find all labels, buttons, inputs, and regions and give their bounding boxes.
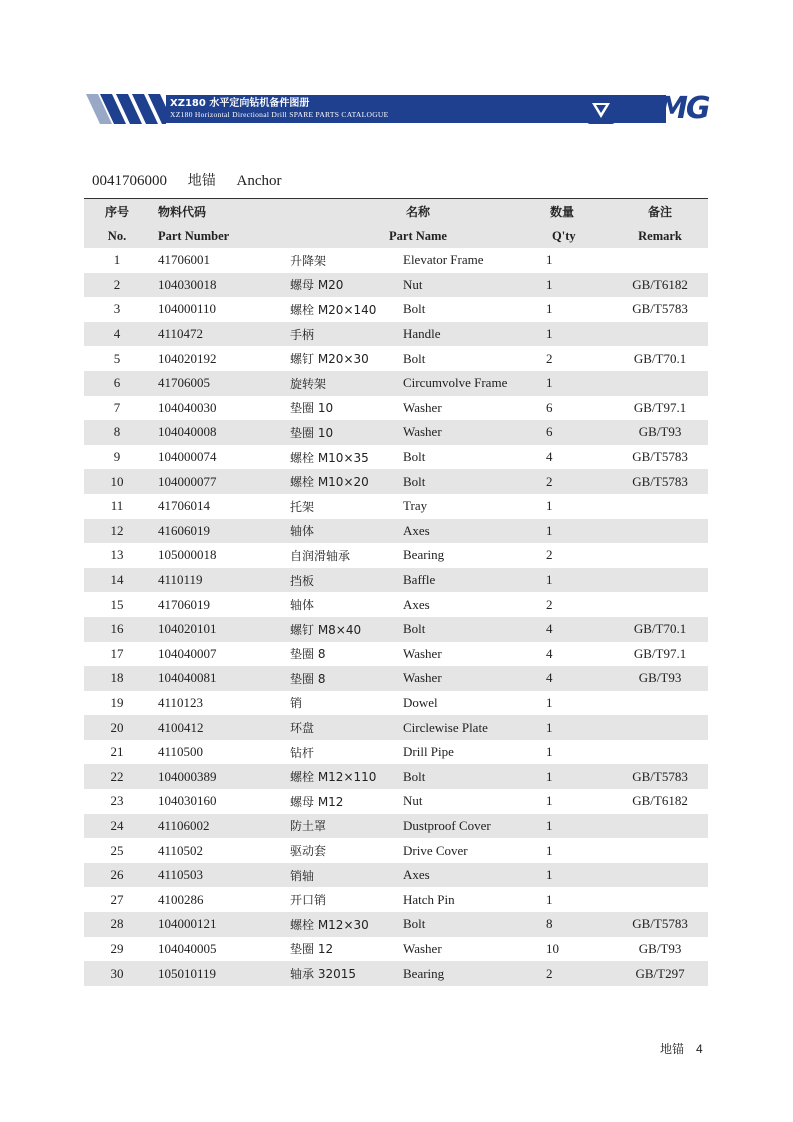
cell-part-name-cn: 螺栓 M12×110 [290,764,403,789]
header-part-name-en: Part Name [290,224,546,248]
cell-remark [612,494,708,519]
cell-part-number: 4110502 [158,842,204,858]
table-row [84,887,708,912]
table-row [84,297,708,322]
cell-part-name-en: Bolt [403,469,546,494]
cell-spacer [150,764,158,789]
cell-part-name-cn: 自润滑轴承 [290,548,351,563]
cell-part-number: 104000121 [158,912,290,937]
cell-remark: GB/T6182 [612,273,708,298]
cell-spacer [150,273,158,298]
header-row-en [84,224,708,248]
cell-part-number: 41106002 [158,814,290,839]
cell-part-number: 4110123 [158,694,204,710]
cell-remark [612,371,708,396]
cell-part-name-en: Washer [403,645,442,661]
cell-part-name-en: Washer [403,399,442,415]
header-part-name-cn: 名称 [290,199,546,224]
cell-part-name-en: Bearing [403,961,546,986]
cell-qty: 6 [546,420,612,445]
cell-part-number: 105000018 [158,547,217,563]
cell-spacer [150,617,158,642]
cell-spacer [150,642,158,667]
cell-qty: 1 [546,694,553,710]
footer-section-name: 地锚 [660,1042,685,1056]
cell-part-name-cn: 销轴 [290,863,403,888]
table-row [84,789,708,814]
catalogue-title-cn: XZ180 水平定向钻机备件图册 [170,98,310,109]
table-row [84,494,708,519]
cell-qty: 4 [546,449,553,465]
cell-qty: 1 [546,814,612,839]
cell-part-name-cn: 垫圈 8 [290,666,403,691]
cell-part-name-cn: 螺钉 M8×40 [290,617,403,642]
cell-qty: 1 [546,252,553,268]
cell-qty: 10 [546,940,560,956]
cell-spacer [150,543,158,568]
cell-spacer [150,568,158,593]
header-qty-cn: 数量 [546,199,612,224]
cell-part-name-cn: 挡板 [290,568,403,593]
cell-part-name-en: Washer [403,420,546,445]
cell-no: 12 [84,519,150,544]
cell-qty: 1 [546,371,612,396]
cell-part-name-cn: 销 [290,696,303,711]
cell-qty: 2 [546,596,553,612]
cell-part-name-en: Washer [403,666,546,691]
cell-part-name-cn: 轴体 [290,598,315,613]
header-banner [86,94,580,124]
cell-spacer [150,396,158,421]
cell-no: 2 [84,273,150,298]
cell-remark: GB/T97.1 [633,645,687,661]
cell-no: 21 [110,744,124,760]
cell-no: 1 [113,252,121,268]
table-row [84,371,708,396]
cell-part-number: 104020101 [158,617,290,642]
logo-text: XCMG [618,91,709,126]
cell-remark [612,838,708,863]
header-remark-cn: 备注 [612,199,708,224]
cell-remark: GB/T93 [612,666,708,691]
cell-part-name-en: Bolt [403,617,546,642]
cell-remark [612,715,708,740]
cell-part-number: 104030018 [158,273,290,298]
cell-part-number: 104040007 [158,645,217,661]
table-row [84,519,708,544]
cell-no: 29 [110,940,124,956]
cell-no: 25 [110,842,124,858]
cell-part-number: 104040081 [158,666,290,691]
cell-spacer [150,592,158,617]
table-row [84,642,708,667]
cell-part-name-en: Bolt [403,449,426,465]
cell-part-number: 41706001 [158,252,210,268]
cell-part-name-en: Washer [403,940,442,956]
cell-part-name-en: Tray [403,498,428,514]
header-row-cn [84,199,708,224]
cell-no: 16 [84,617,150,642]
cell-spacer [150,912,158,937]
table-row [84,715,708,740]
cell-no: 3 [113,301,121,317]
cell-part-name-en: Drive Cover [403,842,468,858]
section-name-en: Anchor [236,173,282,189]
cell-qty: 6 [546,399,553,415]
cell-remark: GB/T93 [612,420,708,445]
cell-spacer [150,322,158,347]
cell-remark: GB/T97.1 [633,399,687,415]
cell-part-number: 104030160 [158,793,217,809]
table-row [84,248,708,273]
cell-part-name-cn: 升降架 [290,253,327,268]
cell-part-number: 41606019 [158,519,290,544]
cell-no: 24 [84,814,150,839]
cell-part-name-cn: 垫圈 10 [290,420,403,445]
cell-qty: 1 [546,568,612,593]
cell-qty: 1 [546,842,553,858]
cell-qty: 1 [546,744,553,760]
table-row [84,764,708,789]
section-code: 0041706000 [92,173,167,189]
cell-part-name-cn: 螺栓 M20×140 [290,302,377,317]
header-no-cn: 序号 [84,199,150,224]
cell-spacer [150,740,158,765]
table-row [84,273,708,298]
table-row [84,814,708,839]
cell-no: 11 [110,498,124,514]
cell-qty: 2 [546,547,553,563]
cell-remark: GB/T93 [638,940,682,956]
cell-qty: 1 [546,793,553,809]
table-row [84,937,708,962]
cell-part-number: 104040030 [158,399,217,415]
cell-part-number: 104020192 [158,350,217,366]
header-spacer [150,224,158,248]
cell-qty: 2 [546,469,612,494]
cell-part-name-cn: 垫圈 8 [290,647,326,662]
cell-part-number: 104040008 [158,420,290,445]
cell-remark [612,322,708,347]
cell-part-number: 104000110 [158,301,217,317]
cell-part-name-cn: 手柄 [290,322,403,347]
table-row [84,863,708,888]
cell-part-number: 41706019 [158,596,210,612]
cell-no: 18 [84,666,150,691]
table-row [84,912,708,937]
cell-part-name-en: Nut [403,273,546,298]
cell-part-name-en: Dustproof Cover [403,814,546,839]
cell-remark: GB/T5783 [632,301,688,317]
table-row [84,568,708,593]
cell-qty: 2 [546,350,553,366]
cell-part-name-en: Elevator Frame [403,252,484,268]
cell-qty: 1 [546,498,553,514]
cell-part-name-cn: 开口销 [290,893,327,908]
cell-part-number: 4110500 [158,744,204,760]
cell-part-name-cn: 螺母 M12 [290,794,344,809]
cell-part-name-cn: 轴体 [290,519,403,544]
cell-no: 17 [110,645,124,661]
cell-part-number: 4110472 [158,322,290,347]
cell-no: 23 [110,793,124,809]
page-number: 4 [696,1042,703,1056]
cell-spacer [150,715,158,740]
cell-part-name-cn: 垫圈 12 [290,942,334,957]
cell-no: 20 [84,715,150,740]
cell-no: 10 [84,469,150,494]
cell-part-name-cn: 螺栓 M10×35 [290,450,369,465]
cell-qty: 4 [546,617,612,642]
cell-part-name-cn: 轴承 32015 [290,961,403,986]
cell-no: 9 [113,449,121,465]
cell-no: 5 [113,350,121,366]
table-row [84,961,708,986]
cell-remark [612,543,708,568]
cell-part-number: 104000077 [158,469,290,494]
section-name-cn: 地锚 [187,173,216,189]
cell-remark: GB/T70.1 [633,350,687,366]
cell-part-name-en: Drill Pipe [403,744,454,760]
cell-no: 28 [84,912,150,937]
cell-qty: 1 [546,322,612,347]
cell-spacer [150,519,158,544]
cell-part-name-en: Axes [403,596,430,612]
header-spacer [150,199,158,224]
cell-spacer [150,666,158,691]
cell-spacer [150,297,158,322]
cell-spacer [150,937,158,962]
table-row [84,838,708,863]
table-row [84,666,708,691]
cell-part-number: 104000389 [158,764,290,789]
cell-part-name-cn: 螺栓 M12×30 [290,912,403,937]
cell-spacer [150,691,158,716]
xcmg-emblem-icon [586,95,616,125]
cell-qty: 4 [546,645,553,661]
header-qty-en: Q'ty [546,224,612,248]
cell-spacer [150,445,158,470]
cell-spacer [150,494,158,519]
cell-remark [612,592,708,617]
cell-part-name-en: Bolt [403,764,546,789]
cell-no: 22 [84,764,150,789]
parts-table-body [84,248,708,986]
page-footer [660,1040,703,1057]
table-row [84,740,708,765]
table-row [84,346,708,371]
cell-spacer [150,887,158,912]
cell-part-name-cn: 环盘 [290,715,403,740]
cell-no: 26 [84,863,150,888]
cell-qty: 1 [546,301,553,317]
cell-no: 6 [84,371,150,396]
cell-remark: GB/T5783 [612,912,708,937]
cell-remark: GB/T5783 [632,449,688,465]
table-row [84,691,708,716]
header-no-en: No. [84,224,150,248]
cell-part-number: 104040005 [158,940,217,956]
cell-part-name-cn: 防土罩 [290,814,403,839]
cell-qty: 8 [546,912,612,937]
cell-part-name-cn: 旋转架 [290,371,403,396]
cell-qty: 1 [546,273,612,298]
cell-part-number: 105010119 [158,961,290,986]
cell-remark [612,691,708,716]
cell-qty: 1 [546,715,612,740]
cell-spacer [150,371,158,396]
cell-no: 19 [110,694,124,710]
cell-remark: GB/T6182 [632,793,688,809]
cell-part-name-en: Baffle [403,568,546,593]
cell-part-name-en: Bolt [403,912,546,937]
cell-part-name-cn: 垫圈 10 [290,401,334,416]
cell-part-number: 4110119 [158,568,290,593]
header-part-number-en: Part Number [158,224,290,248]
cell-remark: GB/T5783 [612,764,708,789]
cell-part-name-cn: 螺钉 M20×30 [290,352,369,367]
cell-qty: 2 [546,961,612,986]
table-row [84,543,708,568]
parts-table [84,199,708,986]
stripes-graphic [86,94,166,124]
table-row [84,420,708,445]
cell-spacer [150,838,158,863]
cell-remark [612,740,708,765]
cell-part-name-cn: 驱动套 [290,844,327,859]
cell-remark: GB/T297 [612,961,708,986]
cell-part-number: 4100412 [158,715,290,740]
cell-spacer [150,420,158,445]
cell-qty: 1 [546,891,553,907]
cell-part-name-en: Bolt [403,350,426,366]
cell-part-name-cn: 螺母 M20 [290,273,403,298]
cell-remark [612,887,708,912]
cell-qty: 1 [546,764,612,789]
cell-no: 8 [84,420,150,445]
cell-spacer [150,863,158,888]
table-row [84,322,708,347]
cell-qty: 1 [546,519,612,544]
cell-part-name-en: Bearing [403,547,445,563]
cell-part-name-en: Circlewise Plate [403,715,546,740]
cell-no: 27 [110,891,124,907]
cell-part-name-en: Dowel [403,694,438,710]
cell-part-number: 4110503 [158,863,290,888]
cell-remark: GB/T5783 [612,469,708,494]
cell-no: 15 [110,596,124,612]
table-row [84,469,708,494]
header-remark-en: Remark [612,224,708,248]
table-row [84,445,708,470]
table-row [84,396,708,421]
cell-remark [612,814,708,839]
cell-no: 7 [113,399,121,415]
cell-part-name-en: Axes [403,863,546,888]
cell-part-number: 41706014 [158,498,210,514]
cell-part-number: 4100286 [158,891,204,907]
cell-part-name-en: Nut [403,793,423,809]
cell-part-name-en: Bolt [403,301,426,317]
cell-no: 4 [84,322,150,347]
cell-no: 14 [84,568,150,593]
cell-spacer [150,814,158,839]
cell-spacer [150,248,158,273]
cell-part-name-cn: 钻杆 [290,745,315,760]
cell-part-name-en: Handle [403,322,546,347]
cell-remark: GB/T70.1 [612,617,708,642]
header-part-number-cn: 物料代码 [158,199,290,224]
cell-part-name-en: Hatch Pin [403,891,455,907]
cell-part-name-en: Axes [403,519,546,544]
cell-part-name-cn: 螺栓 M10×20 [290,469,403,494]
cell-qty: 1 [546,863,612,888]
cell-spacer [150,961,158,986]
cell-part-number: 41706005 [158,371,290,396]
cell-spacer [150,469,158,494]
cell-part-name-en: Circumvolve Frame [403,371,546,396]
cell-part-name-cn: 托架 [290,499,315,514]
cell-spacer [150,789,158,814]
cell-remark [612,248,708,273]
cell-qty: 4 [546,666,612,691]
table-row [84,617,708,642]
cell-remark [612,863,708,888]
cell-no: 13 [110,547,124,563]
cell-part-number: 104000074 [158,449,217,465]
section-title [92,170,299,190]
cell-spacer [150,346,158,371]
xcmg-logo [586,91,728,126]
table-row [84,592,708,617]
catalogue-title-en: XZ180 Horizontal Directional Drill SPARE PARTS CATALOGUE [170,110,389,119]
cell-no: 30 [84,961,150,986]
cell-remark [612,568,708,593]
cell-remark [612,519,708,544]
